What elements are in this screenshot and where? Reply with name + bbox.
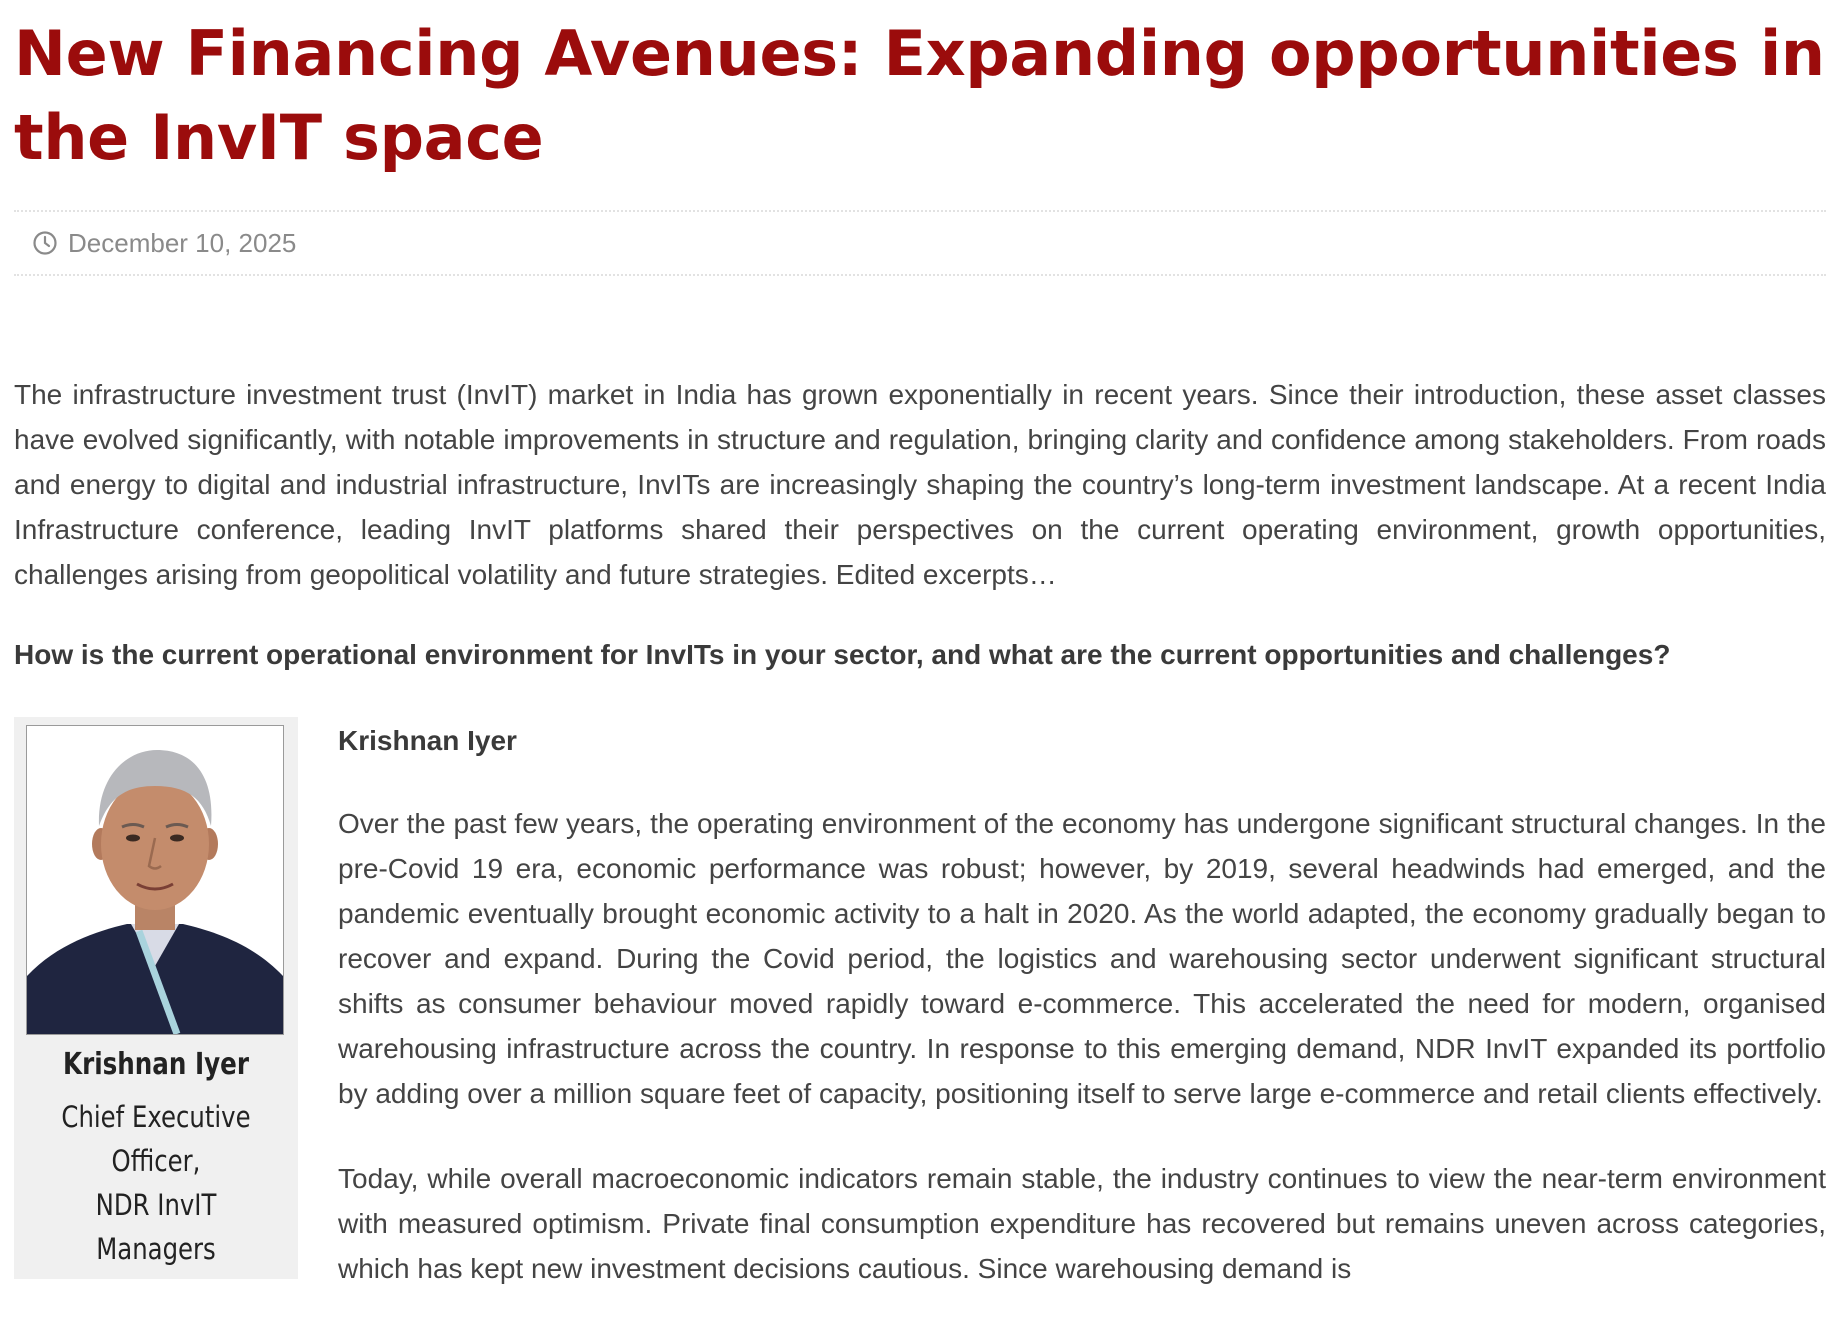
speaker-photo	[26, 725, 284, 1035]
profile-name: Krishnan Iyer	[63, 1047, 249, 1082]
interview-answer-block	[14, 717, 1826, 1291]
article	[14, 0, 1826, 1291]
interview-question: How is the current operational environment for InvITs in your sector, and what are the current opportunities and challenges?	[14, 639, 1671, 670]
profile-role-line: Managers	[96, 1232, 216, 1266]
article-meta	[14, 210, 1826, 276]
profile-role	[37, 1095, 276, 1271]
article-intro: The infrastructure investment trust (InvIT) market in India has grown exponentially in recent years. Since their introduction, these asset classes have evolved significantly, with notable improvements in structure and regulation, bringing clarity and confidence among stakeholders. From roads and energy to digital and industrial infrastructure, InvITs are increasingly shaping the country’s long-term investment landscape. At a recent India Infrastructure conference, leading InvIT platforms shared their perspectives on the current operating environment, growth opportunities, challenges arising from geopolitical volatility and future strategies. Edited excerpts…	[14, 379, 1826, 590]
profile-role-line: Chief Executive	[61, 1100, 251, 1134]
profile-role-line: Officer,	[111, 1144, 201, 1178]
clock-icon	[32, 230, 58, 256]
publish-date: December 10, 2025	[68, 227, 297, 258]
answer-paragraph: Over the past few years, the operating environment of the economy has undergone significant structural changes. In the pre-Covid 19 era, economic performance was robust; however, by 2019, several headwinds had emerged, and the pandemic eventually brought economic activity to a halt in 2020. As the world adapted, the economy gradually began to recover and expand. During the Covid period, the logistics and warehousing sector underwent significant structural shifts as consumer behaviour moved rapidly toward e-commerce. This accelerated the need for modern, organised warehousing infrastructure across the country. In response to this emerging demand, NDR InvIT expanded its portfolio by adding over a million square feet of capacity, positioning itself to serve large e-commerce and retail clients effectively.	[338, 808, 1826, 1109]
answer-text	[338, 717, 1826, 1291]
speaker-profile-card	[14, 717, 298, 1279]
answer-paragraph: Today, while overall macroeconomic indicators remain stable, the industry continues to view the near-term environment with measured optimism. Private final consumption expenditure has recovered but remains uneven across categories, which has kept new investment decisions cautious. Since warehousing demand is	[338, 1163, 1826, 1284]
profile-role-line: NDR InvIT	[95, 1188, 217, 1222]
article-title: New Financing Avenues: Expanding opportunities in the InvIT space	[14, 17, 1825, 174]
speaker-name: Krishnan Iyer	[338, 725, 517, 756]
